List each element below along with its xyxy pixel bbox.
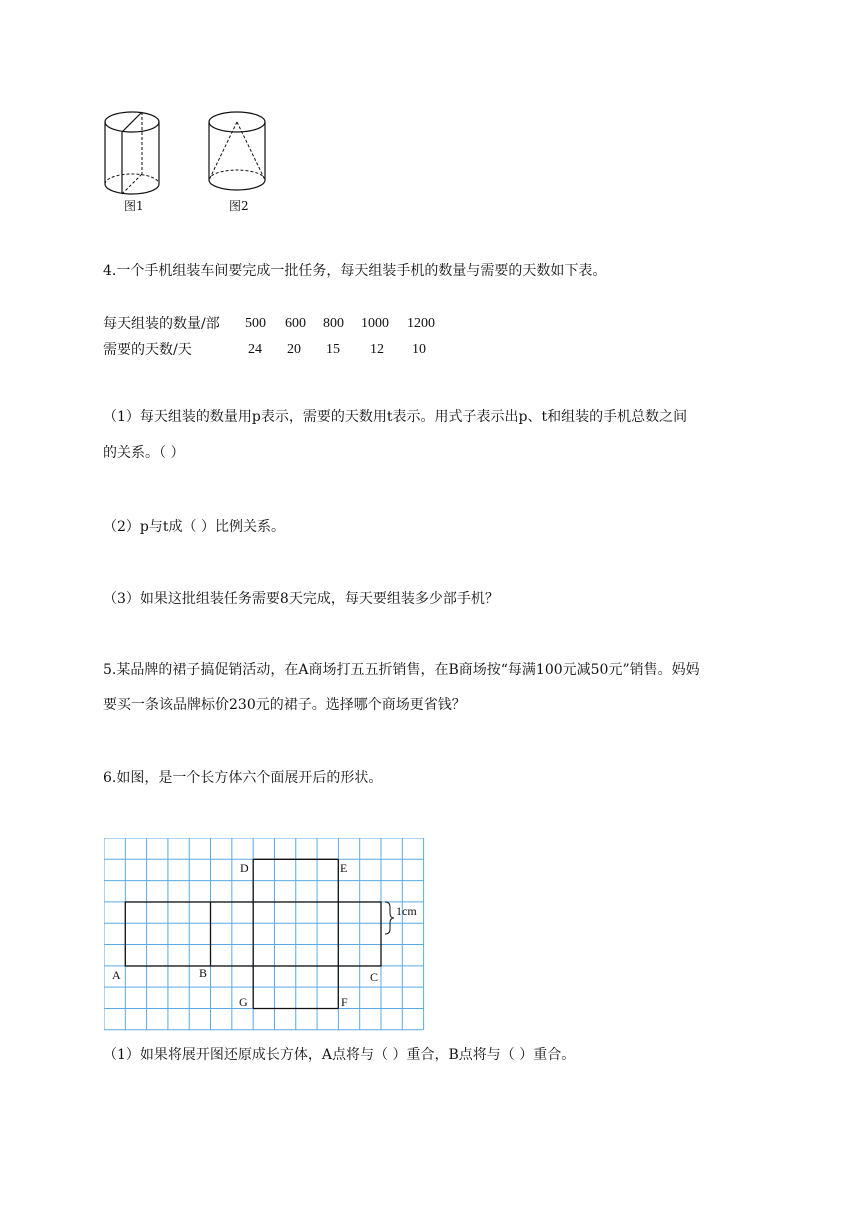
q4-sub3: （3）如果这批组装任务需要8天完成，每天要组装多少部手机？ (103, 591, 499, 607)
brace-1cm (385, 902, 394, 934)
q4-sub1-line1: （1）每天组装的数量用p表示，需要的天数用t表示。用式子表示出p、t和组装的手机总数之间 (103, 409, 688, 425)
figure-1-cylinder (100, 108, 166, 198)
q4-row2-value: 15 (326, 342, 340, 357)
label-E: E (340, 861, 348, 875)
q4-row1-value: 500 (245, 316, 266, 331)
q4-sub2: （2）p与t成（ ）比例关系。 (103, 519, 285, 535)
q4-title: 4.一个手机组装车间要完成一批任务，每天组装手机的数量与需要的天数如下表。 (103, 263, 607, 279)
q4-row1-value: 1000 (361, 316, 389, 331)
q4-row1-label: 每天组装的数量/部 (103, 316, 220, 332)
q4-row2-label: 需要的天数/天 (103, 342, 192, 358)
label-G: G (239, 995, 248, 1009)
figure-1-caption: 图1 (124, 199, 144, 213)
q4-row2-value: 20 (287, 342, 301, 357)
net-outline (125, 859, 381, 1008)
q6-title: 6.如图，是一个长方体六个面展开后的形状。 (103, 770, 383, 786)
label-F: F (341, 995, 348, 1009)
label-A: A (112, 968, 121, 982)
q6-sub1: （1）如果将展开图还原成长方体，A点将与（ ）重合，B点将与（ ）重合。 (103, 1047, 576, 1063)
q4-row1-value: 1200 (407, 316, 435, 331)
figure-2-cylinder-cone (204, 108, 270, 198)
label-unit: 1cm (396, 904, 417, 918)
q4-row2-value: 24 (248, 342, 262, 357)
q4-table-row-1 (103, 314, 447, 334)
q4-sub1-line2: 的关系。（ ） (103, 445, 185, 461)
grid-lines (104, 838, 424, 1030)
q4-table-row-2 (103, 340, 452, 360)
q4-row1-value: 600 (285, 316, 306, 331)
label-C: C (370, 970, 379, 984)
cuboid-net-grid-figure (104, 838, 444, 1032)
label-B: B (199, 966, 208, 980)
figure-2-caption: 图2 (229, 199, 249, 213)
label-D: D (240, 861, 249, 875)
q4-row1-value: 800 (323, 316, 344, 331)
q5-line1: 5.某品牌的裙子搞促销活动，在A商场打五五折销售，在B商场按“每满100元减50元”销售。妈妈 (103, 662, 700, 678)
q4-row2-value: 10 (412, 342, 426, 357)
q4-row2-value: 12 (370, 342, 384, 357)
q5-line2: 要买一条该品牌标价230元的裙子。选择哪个商场更省钱？ (103, 697, 466, 713)
